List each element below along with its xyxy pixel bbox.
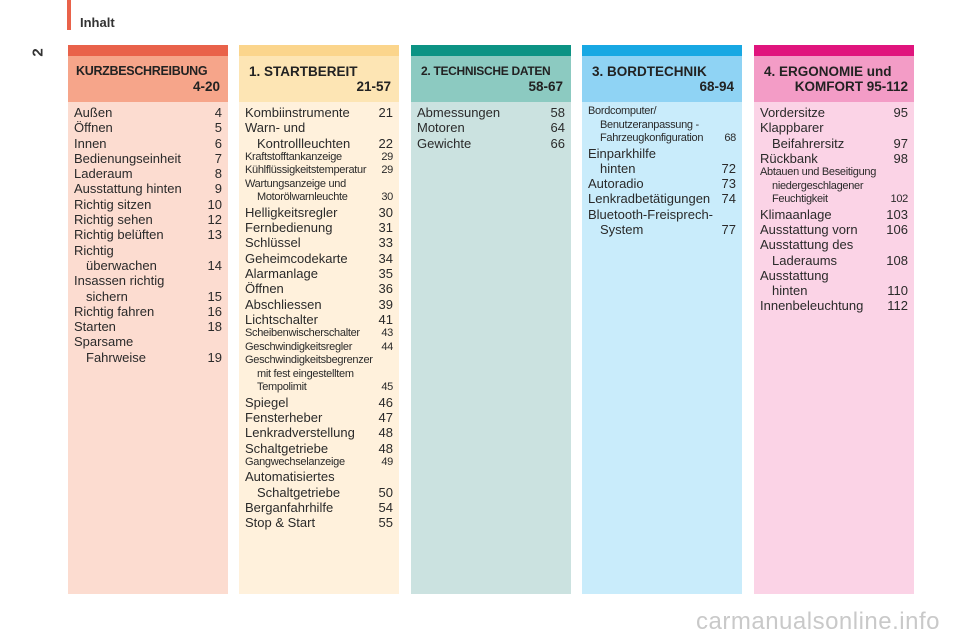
toc-entry-page: 41 [378,311,393,327]
toc-entry[interactable] [245,425,393,440]
toc-entry[interactable] [245,297,393,312]
toc-column-1 [239,45,399,594]
toc-entry[interactable] [760,105,908,120]
toc-entry[interactable] [245,251,393,266]
toc-entry-label: Ausstattung des Laderaums [760,237,854,268]
toc-entry-label: Motoren [417,120,465,136]
toc-entry[interactable] [245,281,393,296]
toc-entry-label: Helligkeitsregler [245,204,338,220]
toc-entry[interactable] [245,327,393,341]
toc-entry-page: 74 [721,191,736,207]
toc-entry-page: 30 [378,204,393,220]
toc-entry-page: 58 [550,105,565,120]
toc-column-4 [754,45,914,594]
toc-entry[interactable] [245,341,393,355]
toc-entry-label: Kühlflüssigkeitstemperatur [245,164,367,177]
toc-entry-label: Vordersitze [760,105,826,120]
toc-entry-label: Gangwechselanzeige [245,455,345,468]
toc-entry-label: Ausstattung vorn [760,221,858,237]
toc-entry-label: Warn- und Kontrollleuchten [245,120,351,151]
toc-entry-page: 48 [378,440,393,456]
toc-entry[interactable] [245,151,393,165]
column-header [239,56,399,102]
toc-entry-label: Öffnen [245,281,284,297]
toc-entry-label: Ausstattung hinten [760,267,829,299]
toc-entry-page: 55 [378,515,393,531]
toc-entry[interactable] [74,243,222,274]
toc-entry-page: 34 [378,250,393,266]
toc-entry[interactable] [245,354,393,395]
column-header [411,56,571,102]
column-page-range: 21-57 [356,79,391,94]
toc-entry-page: 48 [378,425,393,441]
toc-entry[interactable] [760,120,908,151]
toc-entry-label: Alarmanlage [245,266,318,282]
toc-entry[interactable] [588,176,736,191]
toc-entry-label: Scheibenwischerschalter [245,327,360,340]
toc-entry-label: Außen [74,105,113,120]
toc-entry-page: 103 [886,206,908,222]
column-entries [411,102,571,151]
toc-entry-label: Wartungsanzeige und Motorölwarnleuchte [245,177,348,204]
column-color-band [239,45,399,56]
toc-entry-page: 4 [214,105,222,120]
toc-entry[interactable] [760,207,908,222]
toc-entry-label: Einparkhilfe hinten [588,145,656,176]
toc-entry-page: 110 [887,283,908,299]
toc-entry-page: 50 [378,484,393,500]
toc-entry[interactable] [74,212,222,227]
toc-column-2 [411,45,571,594]
toc-entry-label: Autoradio [588,176,644,192]
toc-entry-page: 43 [381,327,393,340]
toc-entry[interactable] [588,146,736,177]
toc-entry-page: 35 [378,266,393,282]
column-color-band [411,45,571,56]
toc-entry-page: 98 [893,150,908,166]
toc-entry-page: 73 [721,176,736,192]
toc-entry[interactable] [245,500,393,515]
toc-entry-label: Abmessungen [417,105,501,120]
toc-entry[interactable] [760,222,908,237]
column-page-range: 68-94 [699,79,734,94]
toc-entry[interactable] [417,105,565,120]
toc-entry-label: Abtauen und Beseitigung niedergeschlagener Feuchtigkeit [760,166,877,206]
toc-entry-label: Spiegel [245,394,289,410]
toc-entry-page: 29 [381,150,393,163]
toc-entry-page: 19 [207,349,222,365]
toc-entry-label: Kombiinstrumente [245,105,350,120]
toc-entry[interactable] [74,227,222,242]
toc-entry-page: 64 [550,120,565,136]
toc-entry-label: Richtig fahren [74,303,155,319]
column-title: KURZBESCHREIBUNG [76,64,208,78]
toc-entry-page: 66 [550,135,565,151]
toc-entry-page: 6 [214,135,222,151]
toc-entry[interactable] [74,136,222,151]
toc-entry-label: Berganfahrhilfe [245,500,334,516]
toc-entry-page: 39 [378,296,393,312]
toc-entry-label: Richtig sehen [74,212,153,228]
toc-entry[interactable] [417,120,565,135]
toc-entry[interactable] [74,181,222,196]
toc-entry-page: 8 [214,166,222,182]
toc-entry-page: 47 [378,410,393,426]
toc-entry-label: Fernbedienung [245,220,333,236]
toc-entry-label: Kraftstofftankanzeige [245,150,342,163]
toc-entry-page: 54 [378,500,393,516]
toc-entry-label: Starten [74,319,116,335]
toc-entry[interactable] [245,515,393,530]
column-title: 2. TECHNISCHE DATEN [421,64,551,78]
toc-column-0 [68,45,228,594]
toc-entry-page: 36 [378,281,393,297]
toc-entry[interactable] [245,410,393,425]
toc-entry-page: 14 [207,257,222,273]
toc-entry-page: 44 [381,340,393,353]
column-entries [68,102,228,365]
column-page-range: 4-20 [192,79,220,94]
column-color-band [582,45,742,56]
toc-entry[interactable] [245,456,393,470]
toc-entry-label: Klappbarer Beifahrersitz [760,120,845,151]
toc-entry-page: 10 [207,196,222,212]
toc-entry-page: 108 [886,252,908,268]
toc-entry-page: 30 [381,191,393,204]
toc-entry[interactable] [74,105,222,120]
column-title: 3. BORDTECHNIK [592,64,707,79]
toc-entry-page: 5 [214,120,222,136]
toc-entry[interactable] [245,220,393,235]
toc-entry-page: 29 [381,164,393,177]
toc-entry[interactable] [74,197,222,212]
column-color-band [754,45,914,56]
header-accent-bar [67,0,71,30]
toc-entry-label: Stop & Start [245,515,316,531]
toc-entry-label: Lenkradbetätigungen [588,191,711,207]
toc-entry[interactable] [417,136,565,151]
page-title: Inhalt [80,15,115,30]
column-entries [754,102,914,314]
toc-entry-label: Laderaum [74,166,133,182]
toc-entry-page: 9 [214,181,222,197]
column-color-band [68,45,228,56]
toc-entry-label: Innenbeleuchtung [760,298,864,314]
toc-entry-page: 97 [893,135,908,151]
toc-entry-page: 33 [378,235,393,251]
toc-entry-label: Schlüssel [245,235,301,251]
toc-entry-page: 18 [207,319,222,335]
column-header [754,56,914,102]
toc-entry[interactable] [245,105,393,120]
toc-entry-label: Ausstattung hinten [74,181,182,197]
toc-entry-label: Richtig überwachen [74,242,157,273]
toc-entry-label: Sparsame Fahrweise [74,334,146,365]
toc-entry[interactable] [588,191,736,206]
toc-entry-page: 22 [378,135,393,151]
toc-entry-label: Lichtschalter [245,311,318,327]
toc-entry-label: Gewichte [417,135,472,151]
toc-entry-page: 112 [887,298,908,314]
toc-entry-label: Rückbank [760,150,818,166]
toc-entry[interactable] [245,469,393,500]
toc-entry-page: 95 [893,105,908,120]
toc-entry-label: Geheimcodekarte [245,250,348,266]
toc-entry[interactable] [760,166,908,207]
toc-entry[interactable] [245,205,393,220]
toc-entry-label: Lenkradverstellung [245,425,355,441]
toc-entry-page: 31 [378,220,393,236]
toc-entry-page: 21 [378,105,393,120]
toc-entry[interactable] [74,319,222,334]
toc-entry-label: Klimaanlage [760,206,832,222]
toc-entry-page: 12 [207,212,222,228]
toc-entry[interactable] [760,151,908,166]
toc-entry-label: Richtig belüften [74,227,164,243]
toc-entry-page: 46 [378,394,393,410]
toc-entry-page: 106 [886,221,908,237]
toc-entry-label: Geschwindigkeitsbegrenzer mit fest eingestelltem Tempolimit [245,354,373,394]
toc-entry-label: Bedienungseinheit [74,150,181,166]
toc-entry[interactable] [245,312,393,327]
toc-entry-label: Öffnen [74,120,113,136]
toc-entry[interactable] [760,298,908,313]
toc-column-3 [582,45,742,594]
toc-entry-label: Geschwindigkeitsregler [245,340,353,353]
column-page-range: 58-67 [528,79,563,94]
toc-entry-label: Innen [74,135,107,151]
column-entries [239,102,399,531]
toc-entry[interactable] [760,268,908,299]
column-page-range: KOMFORT 95-112 [794,79,908,94]
column-entries [582,102,742,237]
toc-entry-page: 13 [207,227,222,243]
watermark: carmanualsonline.info [696,608,940,635]
toc-entry-label: Bluetooth-Freisprech- System [588,206,713,237]
toc-entry-label: Richtig sitzen [74,196,152,212]
toc-entry[interactable] [74,166,222,181]
toc-entry[interactable] [74,334,222,365]
page-number: 2 [29,48,47,57]
column-header [68,56,228,102]
toc-entry-label: Automatisiertes Schaltgetriebe [245,469,341,500]
toc-entry-page: 7 [214,150,222,166]
toc-entry-label: Bordcomputer/ Benutzeranpassung - Fahrzeugkonfiguration [588,105,704,144]
toc-entry-label: Schaltgetriebe [245,440,329,456]
toc-entry[interactable] [588,105,736,146]
toc-entry[interactable] [245,164,393,178]
toc-entry[interactable] [245,235,393,250]
toc-entry-page: 45 [381,381,393,394]
toc-entry-label: Insassen richtig sichern [74,273,165,304]
toc-entry[interactable] [74,120,222,135]
toc-entry-page: 49 [381,455,393,468]
column-title: 4. ERGONOMIE und [764,64,892,79]
toc-entry[interactable] [245,266,393,281]
toc-entry-label: Abschliessen [245,296,322,312]
column-header [582,56,742,102]
toc-entry[interactable] [74,304,222,319]
toc-entry-page: 15 [207,288,222,304]
toc-entry[interactable] [245,395,393,410]
toc-entry-page: 72 [721,160,736,176]
toc-entry[interactable] [245,441,393,456]
column-title: 1. STARTBEREIT [249,64,358,79]
toc-entry-page: 77 [721,221,736,237]
toc-entry-page: 16 [207,303,222,319]
toc-entry[interactable] [74,151,222,166]
toc-entry[interactable] [245,178,393,205]
toc-entry[interactable] [74,273,222,304]
toc-entry-page: 102 [890,193,908,206]
toc-entry-label: Fensterheber [245,410,323,426]
toc-entry[interactable] [588,207,736,238]
toc-entry-page: 68 [724,132,736,144]
toc-entry[interactable] [760,237,908,268]
toc-entry[interactable] [245,120,393,151]
